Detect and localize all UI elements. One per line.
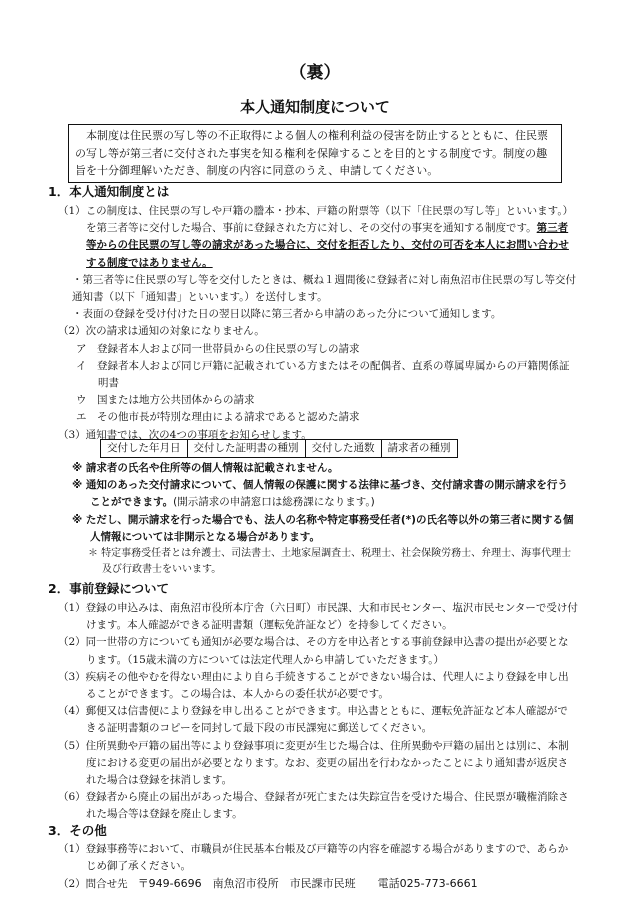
- s1-item-3: （3）通知書では、次の4つの事項をお知らせします。: [58, 428, 312, 441]
- section-2-heading: 2．事前登録について: [48, 581, 169, 596]
- s1-item-1: [58, 203, 578, 272]
- s1-item-e: エ その他市長が特別な理由による請求であると認めた請求: [76, 411, 360, 424]
- note-1: ※ 請求者の氏名や住所等の個人情報は記載されません。: [72, 462, 339, 474]
- s3-item-1: （1）登録事務等において、市職員が住民基本台帳及び戸籍等の内容を確認する場合がありますので、あらかじめ御了承ください。: [58, 843, 569, 873]
- note-2-bold: ※ 通知のあった交付請求について、個人情報の保護に関する法律に基づき、交付請求書の開示請求を行うことができます。: [72, 479, 568, 509]
- s1-bullet-2: ・表面の登録を受け付けた日の翌日以降に第三者から申請のあった分について通知します。: [72, 308, 502, 321]
- s1-item-1-num: （1）: [58, 205, 86, 217]
- section-1-notes: [72, 460, 578, 578]
- note-3: ※ ただし、開示請求を行った場合でも、法人の名称や特定事務受任者(*)の氏名等以外の第三者に関する個人情報については非開示となる場合があります。: [72, 513, 574, 543]
- note-2: [72, 477, 578, 511]
- s2-item: （4）郵便又は信書便により登録を申し出ることができます。申込書とともに、運転免許証など本人確認ができる証明書類のコピーを同封して最下段の市民課宛に郵送してください。: [58, 705, 568, 735]
- contact-info: 〒949-6696 南魚沼市役所 市民課市民班 電話025-773-6661: [137, 877, 478, 891]
- s1-item-a: ア 登録者本人および同一世帯員からの住民票の写しの請求: [76, 342, 360, 355]
- s3-item-2: [58, 875, 578, 893]
- note-4: ＊ 特定事務受任者とは弁護士、司法書士、土地家屋調査士、税理士、社会保険労務士、弁理士、海事代理士及び行政書士をいいます。: [88, 548, 572, 576]
- table-cell: 請求者の種別: [381, 440, 457, 458]
- s1-item-1-bold: 第三者等からの住民票の写し等の請求があった場合に、交付を拒否したり、交付の可否を本人にお問い合わせする制度ではありません。: [86, 222, 569, 269]
- section-1-heading: 1．本人通知制度とは: [48, 184, 170, 199]
- table-row: [101, 440, 458, 458]
- intro-box: 本制度は住民票の写し等の不正取得による個人の権利利益の侵害を防止するとともに、住民票の写し等が第三者に交付された事実を知る権利を保障することを目的とする制度です。制度の趣旨を十分御理解いただき、制度の内容に同意のうえ、申請してください。: [68, 124, 562, 183]
- table-cell: 交付した通数: [305, 440, 381, 458]
- s1-item-u: ウ 国または地方公共団体からの請求: [76, 394, 255, 407]
- section-3-heading: 3．その他: [48, 823, 107, 838]
- s1-item-1-text: この制度は、住民票の写しや戸籍の謄本・抄本、戸籍の附票等（以下「住民票の写し等」といいます。）を第三者等に交付した場合、事前に登録された方に対し、その交付の事実を通知する制度です。: [85, 205, 574, 235]
- s3-item-2-prefix: （2）問合せ先: [58, 878, 128, 891]
- s2-item: （1）登録の申込みは、南魚沼市役所本庁舎（六日町）市民課、大和市民センター、塩沢市民センターで受け付けます。本人確認ができる証明書類（運転免許証など）を持参してください。: [58, 602, 578, 632]
- s2-item: （3）疾病その他やむを得ない理由により自ら手続きすることができない場合は、代理人により登録を申し出ることができます。この場合は、本人からの委任状が必要です。: [58, 670, 569, 701]
- page-title: 本人通知制度について: [240, 98, 390, 116]
- s2-item: （5）住所異動や戸籍の届出等により登録事項に変更が生じた場合は、住所異動や戸籍の届出とは別に、本制度における変更の届出が必要となります。なお、変更の届出を行わなかったことにより通知書が返戻された場合は登録を抹消します。: [58, 739, 569, 787]
- section-3-body: [58, 841, 578, 894]
- s1-bullet-1: ・第三者等に住民票の写し等を交付したときは、概ね１週間後に登録者に対し南魚沼市住民票の写し等交付通知書（以下「通知書」といいます。）を送付します。: [72, 273, 576, 304]
- s2-item: （6）登録者から廃止の届出があった場合、登録者が死亡または失踪宣告を受けた場合、住民票が職権消除された場合等は登録を廃止します。: [58, 791, 569, 821]
- s1-item-2: （2）次の請求は通知の対象になりません。: [58, 325, 265, 338]
- note-2-plain: (開示請求の申請窓口は総務課になります。): [173, 496, 375, 509]
- section-2-body: [58, 600, 578, 824]
- notice-items-table: [100, 439, 458, 458]
- reverse-side-label: （裏）: [289, 63, 341, 83]
- table-cell: 交付した年月日: [101, 440, 188, 458]
- table-cell: 交付した証明書の種別: [187, 440, 305, 458]
- section-1-body: [58, 203, 578, 444]
- s2-item: （2）同一世帯の方についても通知が必要な場合は、その方を申込者とする事前登録申込書の提出が必要となります。（15歳未満の方については法定代理人から申請していただきます。）: [58, 636, 569, 666]
- s1-item-i: イ 登録者本人および同じ戸籍に記載されている方またはその配偶者、直系の尊属卑属からの戸籍関係証明書: [76, 359, 570, 390]
